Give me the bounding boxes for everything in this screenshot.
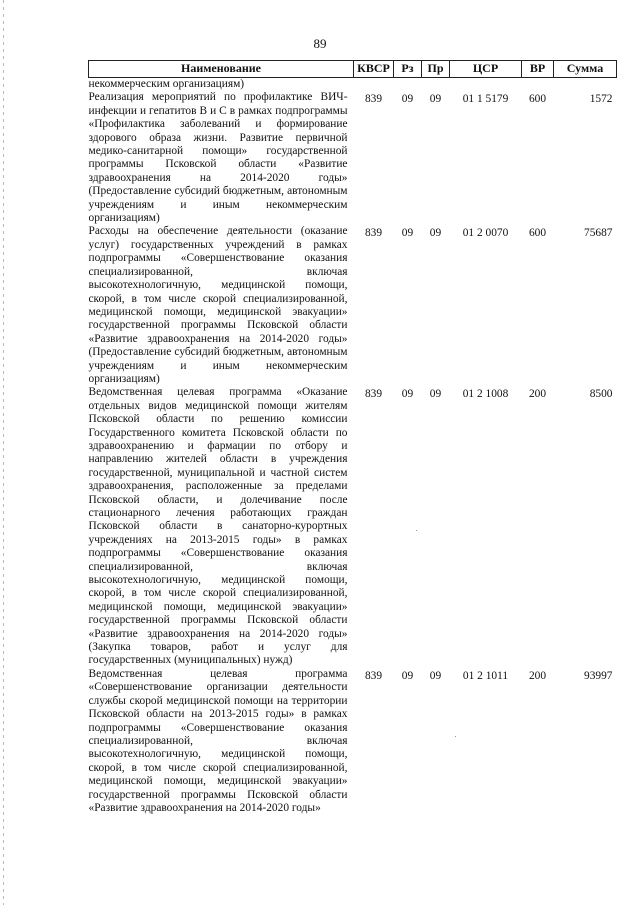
row-csr: 01 2 0070 — [462, 227, 509, 240]
table-row — [89, 91, 617, 225]
row-pr: 09 — [429, 93, 442, 106]
row-sum: 1572 — [589, 93, 613, 106]
row-csr: 01 2 1008 — [462, 388, 509, 401]
row-vr: 600 — [528, 227, 547, 240]
row-rz: 09 — [401, 388, 414, 401]
row-vr: 200 — [528, 669, 547, 682]
row-kvsr: 839 — [364, 227, 383, 240]
row-sum: 75687 — [584, 227, 613, 240]
row-kvsr: 839 — [364, 388, 383, 401]
continuation-text: некоммерческим организациям) — [88, 78, 245, 90]
table-row — [89, 386, 617, 668]
budget-table — [88, 60, 617, 815]
table-header-row — [89, 61, 617, 78]
row-pr: 09 — [429, 227, 442, 240]
page-number: 89 — [313, 36, 327, 51]
row-rz: 09 — [401, 93, 414, 106]
row-name: Ведомственная целевая программа «Совершенствование организации деятельности службы скорой медицинской помощи на территории Псковской области на 2013-2015 годы» в рамках подпрограммы «Совершенствование оказания специализированной, включая высокотехнологичную, медицинской помощи, скорой, в том числе скорой специализированной, медицинской помощи, медицинской эвакуации» государственной программы Псковской области «Развитие здравоохранения на 2014-2020 годы» — [88, 667, 348, 814]
row-name: Ведомственная целевая программа «Оказание отдельных видов медицинской помощи жителям Псковской области по решению комиссии Государственного комитета Псковской области по здравоохранению и фармации по отбору и направлению жителей области в учреждения государственной, муниципальной и частной систем здравоохранения, расположенные за пределами Псковской области, и долечивание после стационарного лечения работающих граждан Псковской области в санаторно-курортных учреждениях на 2013-2015 годы» в рамках подпрограммы «Совершенствование оказания специализированной, включая высокотехнологичную, медицинской помощи, скорой, в том числе скорой специализированной, медицинской помощи, медицинской эвакуации» государственной программы Псковской области «Развитие здравоохранения на 2014-2020 годы» (Закупка товаров, работ и услуг для государственных (муниципальных) нужд) — [88, 386, 348, 667]
row-name: Реализация мероприятий по профилактике ВИЧ-инфекции и гепатитов В и С в рамках подпрограммы «Профилактика заболеваний и формирование здорового образа жизни. Развитие первичной медико-санитарной помощи» государственной программы Псковской области «Развитие здравоохранения на 2014-2020 годы» (Предоставление субсидий бюджетным, автономным учреждениям и иным некоммерческим организациям) — [88, 91, 348, 225]
header-csr: ЦСР — [450, 61, 522, 78]
table-row — [89, 225, 617, 386]
row-sum: 8500 — [589, 388, 613, 401]
row-csr: 01 1 5179 — [462, 93, 509, 106]
row-vr: 200 — [528, 388, 547, 401]
header-vr: ВР — [522, 61, 554, 78]
row-pr: 09 — [429, 388, 442, 401]
row-csr: 01 2 1011 — [462, 669, 509, 682]
row-vr: 600 — [528, 93, 547, 106]
row-sum: 93997 — [584, 669, 613, 682]
row-rz: 09 — [401, 669, 414, 682]
table-row — [89, 668, 617, 815]
header-kvsr: КВСР — [354, 61, 394, 78]
header-rz: Рз — [394, 61, 422, 78]
row-rz: 09 — [401, 227, 414, 240]
header-sum: Сумма — [554, 61, 617, 78]
row-name: Расходы на обеспечение деятельности (оказание услуг) государственных учреждений в рамках подпрограммы «Совершенствование оказания специализированной, включая высокотехнологичную, медицинской помощи, скорой, в том числе скорой специализированной, медицинской помощи, медицинской эвакуации» государственной программы Псковской области «Развитие здравоохранения на 2014-2020 годы» (Предоставление субсидий бюджетным, автономным учреждениям и иным некоммерческим организациям) — [88, 225, 348, 385]
header-name: Наименование — [89, 61, 354, 78]
binder-edge-line — [3, 0, 4, 905]
row-kvsr: 839 — [364, 669, 383, 682]
table-row-continuation — [89, 78, 617, 92]
row-pr: 09 — [429, 669, 442, 682]
header-pr: Пр — [422, 61, 450, 78]
row-kvsr: 839 — [364, 93, 383, 106]
